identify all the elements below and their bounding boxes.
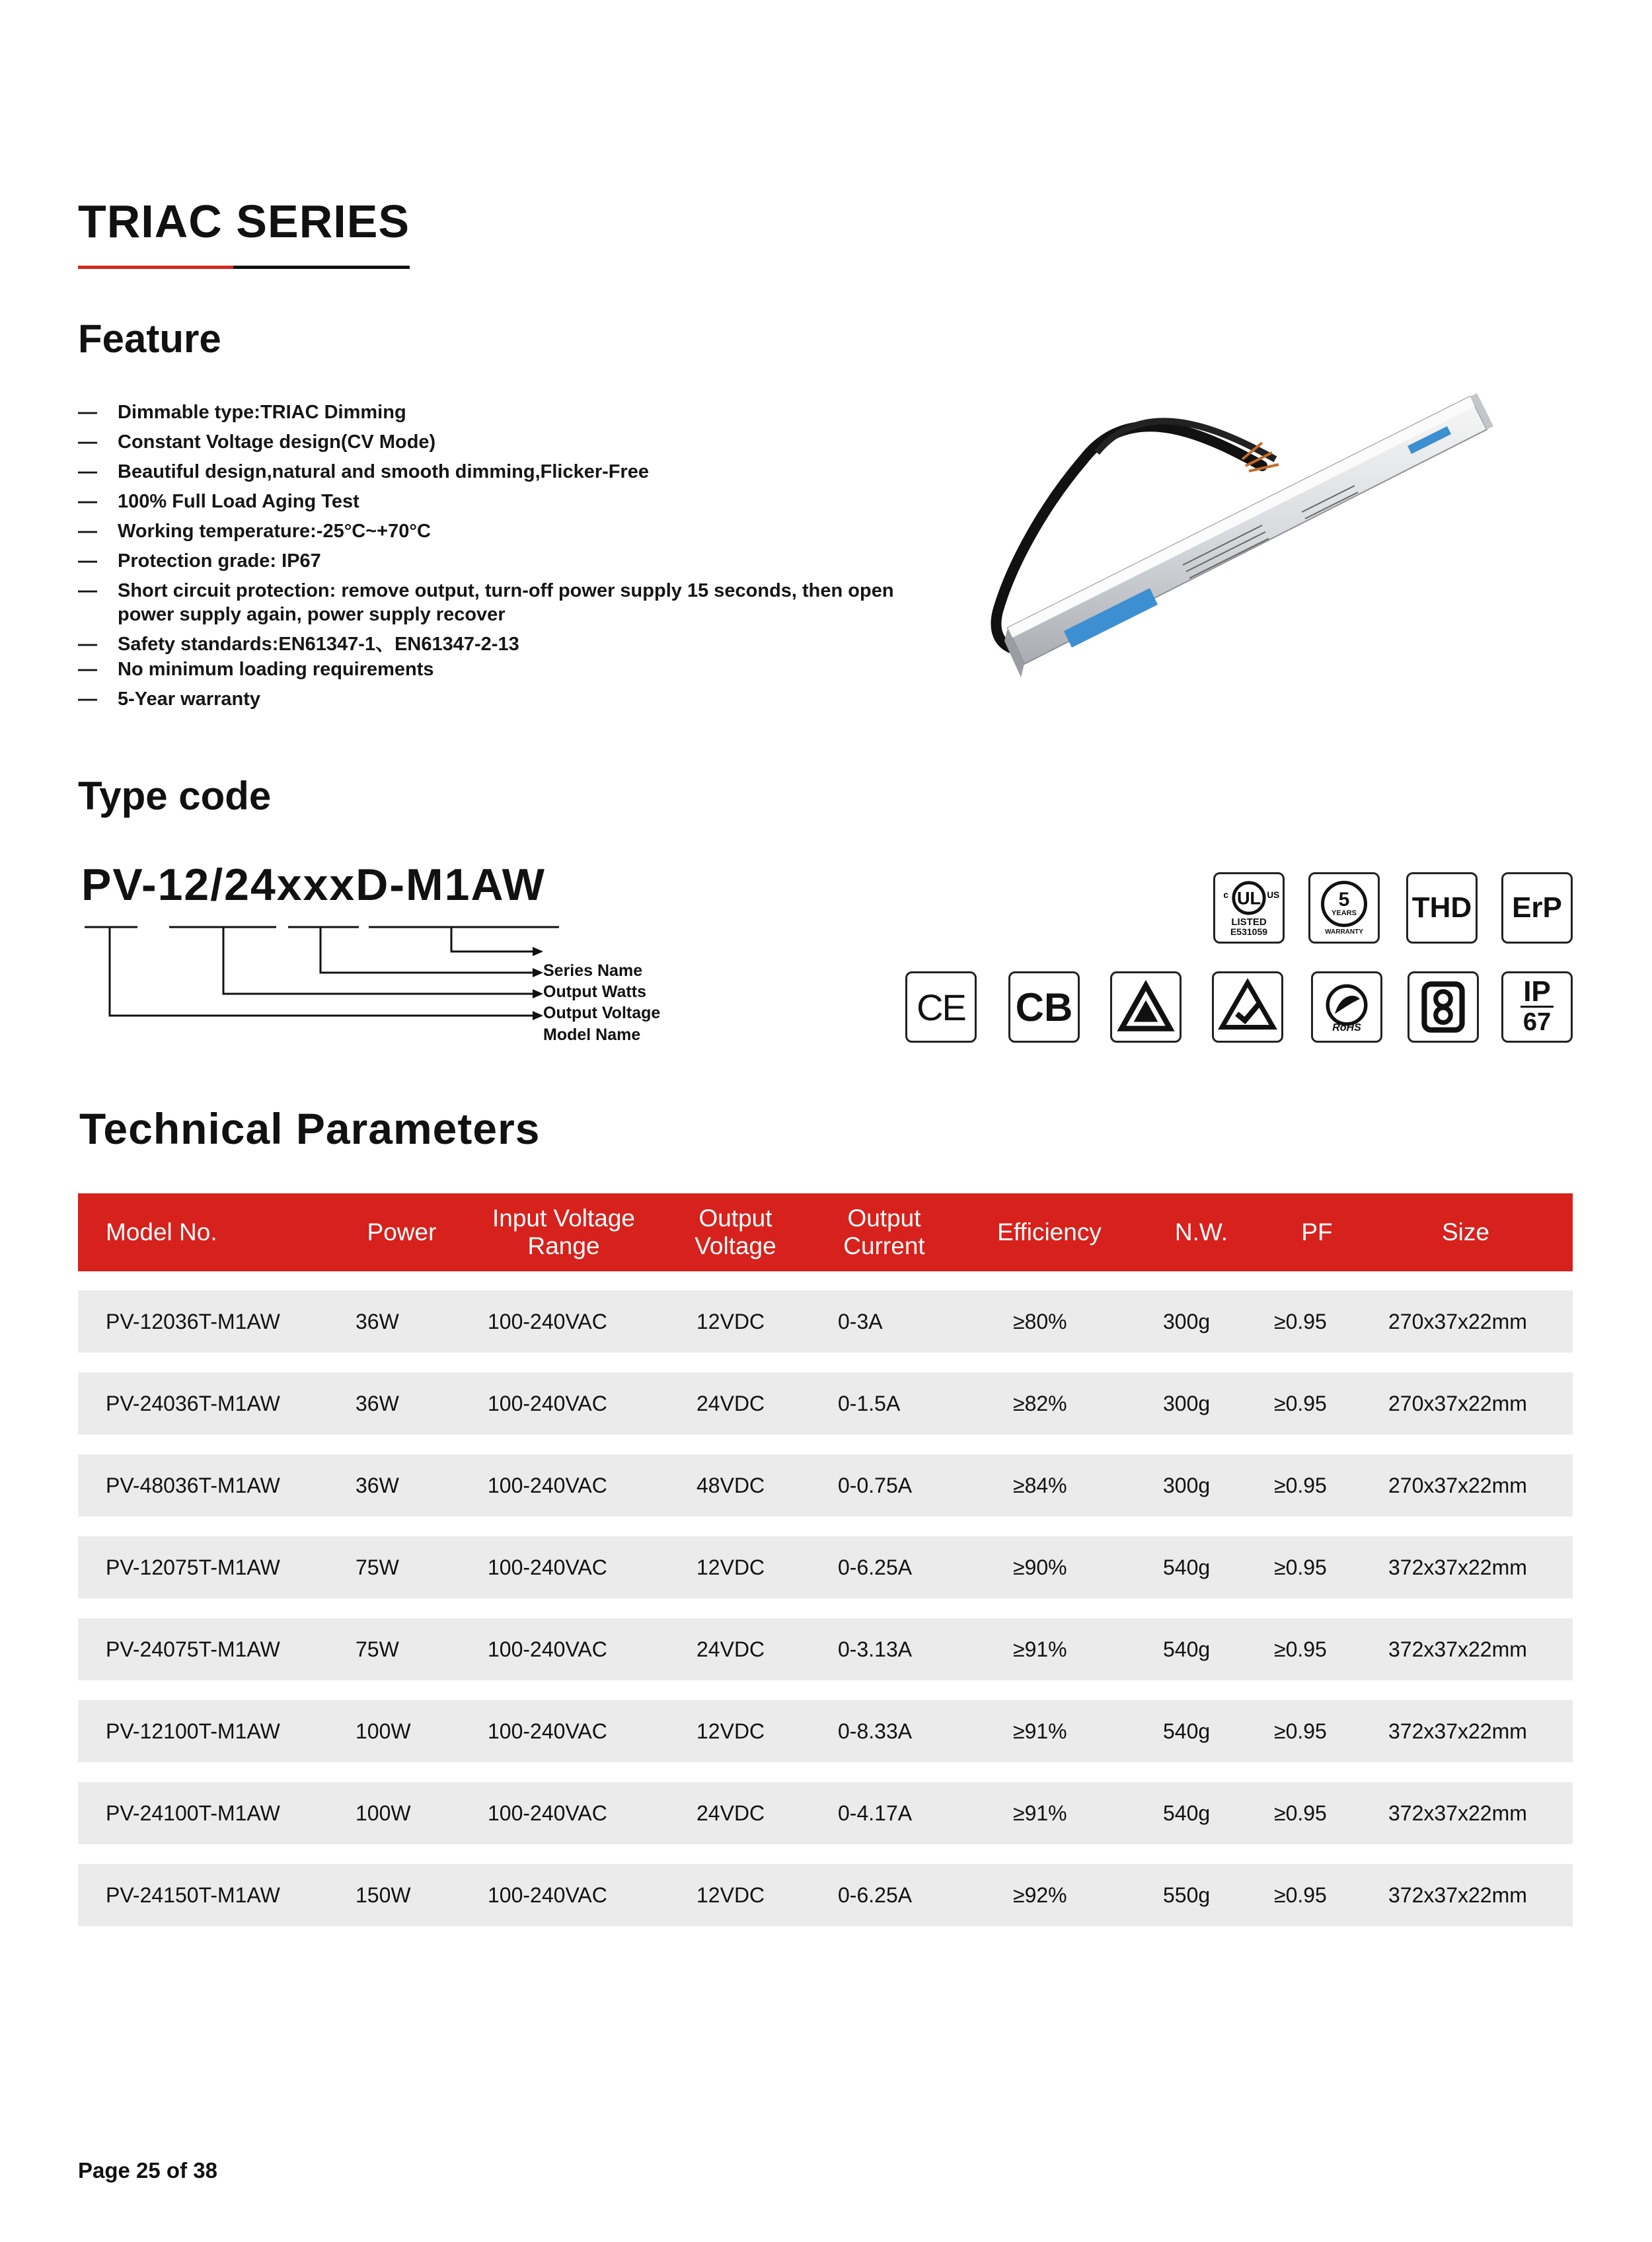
triangle-mark-icon bbox=[1110, 971, 1182, 1043]
cell-nw: 540g bbox=[1163, 1637, 1211, 1661]
cell-input: 100-240VAC bbox=[488, 1555, 607, 1579]
svg-text:US: US bbox=[1267, 890, 1280, 900]
cell-nw: 300g bbox=[1163, 1309, 1211, 1333]
cell-pf: ≥0.95 bbox=[1274, 1719, 1327, 1743]
ce-icon: CE bbox=[905, 971, 977, 1043]
cell-current: 0-8.33A bbox=[838, 1719, 913, 1743]
cell-voltage: 24VDC bbox=[696, 1801, 765, 1825]
table-row bbox=[78, 1864, 1573, 1926]
cell-efficiency: ≥91% bbox=[1013, 1637, 1067, 1661]
cell-nw: 540g bbox=[1163, 1555, 1211, 1579]
list-item: — 100% Full Load Aging Test bbox=[78, 491, 359, 512]
cell-power: 100W bbox=[356, 1719, 411, 1743]
cell-size: 372x37x22mm bbox=[1388, 1719, 1527, 1743]
cell-power: 150W bbox=[356, 1883, 411, 1907]
cell-model: PV-24036T-M1AW bbox=[106, 1391, 280, 1415]
list-item: — Constant Voltage design(CV Mode) bbox=[78, 431, 436, 453]
svg-text:UL: UL bbox=[1236, 888, 1261, 909]
cell-power: 36W bbox=[356, 1391, 399, 1415]
feature-list bbox=[78, 400, 950, 717]
list-item: — Dimmable type:TRIAC Dimming bbox=[78, 402, 406, 423]
table-row bbox=[78, 1290, 1573, 1353]
cell-efficiency: ≥84% bbox=[1013, 1473, 1067, 1497]
cell-current: 0-4.17A bbox=[838, 1801, 913, 1825]
cell-model: PV-12075T-M1AW bbox=[106, 1555, 280, 1579]
cell-input: 100-240VAC bbox=[488, 1883, 607, 1907]
col-model: Model No. bbox=[106, 1218, 217, 1246]
cell-efficiency: ≥91% bbox=[1013, 1801, 1067, 1825]
cell-efficiency: ≥91% bbox=[1013, 1719, 1067, 1743]
page-number: Page 25 of 38 bbox=[78, 2158, 217, 2183]
list-item: — Beautiful design,natural and smooth dimming,Flicker-Free bbox=[78, 461, 650, 482]
table-row bbox=[78, 1536, 1573, 1598]
cell-pf: ≥0.95 bbox=[1274, 1309, 1327, 1333]
col-efficiency: Efficiency bbox=[997, 1218, 1102, 1246]
list-item: — Safety standards:EN61347-1、EN61347-2-13 bbox=[78, 634, 519, 655]
cell-efficiency: ≥92% bbox=[1013, 1883, 1067, 1907]
product-image bbox=[985, 367, 1500, 697]
col-power: Power bbox=[367, 1218, 437, 1246]
cell-model: PV-48036T-M1AW bbox=[106, 1473, 280, 1497]
cell-nw: 300g bbox=[1163, 1391, 1211, 1415]
cell-nw: 540g bbox=[1163, 1801, 1211, 1825]
cell-voltage: 48VDC bbox=[696, 1473, 765, 1497]
cell-current: 0-6.25A bbox=[838, 1555, 913, 1579]
erp-icon: ErP bbox=[1501, 872, 1573, 944]
safety-transformer-icon bbox=[1408, 971, 1479, 1043]
cell-size: 270x37x22mm bbox=[1388, 1309, 1527, 1333]
cell-size: 372x37x22mm bbox=[1388, 1555, 1527, 1579]
cell-size: 270x37x22mm bbox=[1388, 1473, 1527, 1497]
cell-pf: ≥0.95 bbox=[1274, 1555, 1327, 1579]
ip67-icon: IP 67 bbox=[1501, 971, 1573, 1043]
cell-voltage: 12VDC bbox=[696, 1719, 765, 1743]
ul-listed-icon: UL c US LISTED E531059 bbox=[1213, 872, 1285, 944]
cell-voltage: 12VDC bbox=[696, 1883, 765, 1907]
cell-pf: ≥0.95 bbox=[1274, 1391, 1327, 1415]
tc-label-watts: Output Watts bbox=[543, 983, 646, 1001]
cell-input: 100-240VAC bbox=[488, 1473, 607, 1497]
type-code: PV-12/24xxxD-M1AW bbox=[81, 860, 546, 910]
rohs-icon: RoHS bbox=[1311, 971, 1382, 1043]
cell-input: 100-240VAC bbox=[488, 1391, 607, 1415]
list-item: — Short circuit protection: remove output, turn-off power supply 15 seconds, then open power supply again, power supply recover bbox=[78, 580, 894, 625]
table-row bbox=[78, 1618, 1573, 1680]
tc-label-voltage: Output Voltage bbox=[543, 1004, 661, 1022]
cb-icon: CB bbox=[1008, 971, 1080, 1043]
cell-efficiency: ≥90% bbox=[1013, 1555, 1067, 1579]
table-row bbox=[78, 1700, 1573, 1762]
title-underline-accent bbox=[78, 266, 233, 269]
cell-current: 0-0.75A bbox=[838, 1473, 913, 1497]
cell-model: PV-12036T-M1AW bbox=[106, 1309, 280, 1333]
cell-pf: ≥0.95 bbox=[1274, 1473, 1327, 1497]
cell-power: 36W bbox=[356, 1473, 399, 1497]
table-header bbox=[78, 1193, 1573, 1271]
list-item: — No minimum loading requirements bbox=[78, 659, 434, 680]
cell-voltage: 12VDC bbox=[696, 1309, 765, 1333]
list-item: — Working temperature:-25°C~+70°C bbox=[78, 521, 431, 542]
cell-efficiency: ≥82% bbox=[1013, 1391, 1067, 1415]
cell-pf: ≥0.95 bbox=[1274, 1883, 1327, 1907]
cell-pf: ≥0.95 bbox=[1274, 1637, 1327, 1661]
cell-input: 100-240VAC bbox=[488, 1309, 607, 1333]
cell-current: 0-1.5A bbox=[838, 1391, 901, 1415]
type-code-heading: Type code bbox=[78, 774, 272, 818]
svg-text:c: c bbox=[1223, 890, 1228, 900]
cell-input: 100-240VAC bbox=[488, 1719, 607, 1743]
list-item: — Protection grade: IP67 bbox=[78, 550, 321, 572]
cell-size: 270x37x22mm bbox=[1388, 1391, 1527, 1415]
cell-voltage: 24VDC bbox=[696, 1391, 765, 1415]
technical-heading: Technical Parameters bbox=[79, 1104, 541, 1153]
cell-model: PV-24100T-M1AW bbox=[106, 1801, 280, 1825]
tc-label-model: Model Name bbox=[543, 1026, 641, 1044]
warranty-5-years-icon: 5 YEARS WARRANTY bbox=[1308, 872, 1380, 944]
col-output-voltage: Output Voltage bbox=[695, 1205, 776, 1259]
cell-nw: 300g bbox=[1163, 1473, 1211, 1497]
cell-power: 100W bbox=[356, 1801, 411, 1825]
feature-heading: Feature bbox=[78, 317, 221, 361]
cell-size: 372x37x22mm bbox=[1388, 1801, 1527, 1825]
cell-model: PV-24150T-M1AW bbox=[106, 1883, 280, 1907]
page-title: TRIAC SERIES bbox=[78, 196, 410, 247]
cell-model: PV-12100T-M1AW bbox=[106, 1719, 280, 1743]
cell-size: 372x37x22mm bbox=[1388, 1883, 1527, 1907]
cell-nw: 540g bbox=[1163, 1719, 1211, 1743]
col-input: Input Voltage Range bbox=[492, 1205, 636, 1259]
rcm-icon bbox=[1212, 971, 1283, 1043]
cell-current: 0-6.25A bbox=[838, 1883, 913, 1907]
list-item: — 5-Year warranty bbox=[78, 689, 261, 710]
col-pf: PF bbox=[1301, 1218, 1333, 1246]
table-row bbox=[78, 1454, 1573, 1516]
table-row bbox=[78, 1782, 1573, 1844]
cell-power: 75W bbox=[356, 1637, 399, 1661]
cell-efficiency: ≥80% bbox=[1013, 1309, 1067, 1333]
cell-nw: 550g bbox=[1163, 1883, 1211, 1907]
col-size: Size bbox=[1442, 1218, 1489, 1246]
tc-label-series: Series Name bbox=[543, 961, 643, 980]
cell-size: 372x37x22mm bbox=[1388, 1637, 1527, 1661]
cell-model: PV-24075T-M1AW bbox=[106, 1637, 280, 1661]
col-nw: N.W. bbox=[1174, 1218, 1228, 1246]
cell-power: 75W bbox=[356, 1555, 399, 1579]
cell-power: 36W bbox=[356, 1309, 399, 1333]
table-row bbox=[78, 1372, 1573, 1435]
cell-voltage: 24VDC bbox=[696, 1637, 765, 1661]
cell-input: 100-240VAC bbox=[488, 1637, 607, 1661]
cell-current: 0-3A bbox=[838, 1309, 883, 1333]
cell-voltage: 12VDC bbox=[696, 1555, 765, 1579]
cell-input: 100-240VAC bbox=[488, 1801, 607, 1825]
cell-current: 0-3.13A bbox=[838, 1637, 913, 1661]
thd-icon: THD bbox=[1406, 872, 1478, 944]
cell-pf: ≥0.95 bbox=[1274, 1801, 1327, 1825]
col-output-current: Output Current bbox=[843, 1205, 925, 1259]
